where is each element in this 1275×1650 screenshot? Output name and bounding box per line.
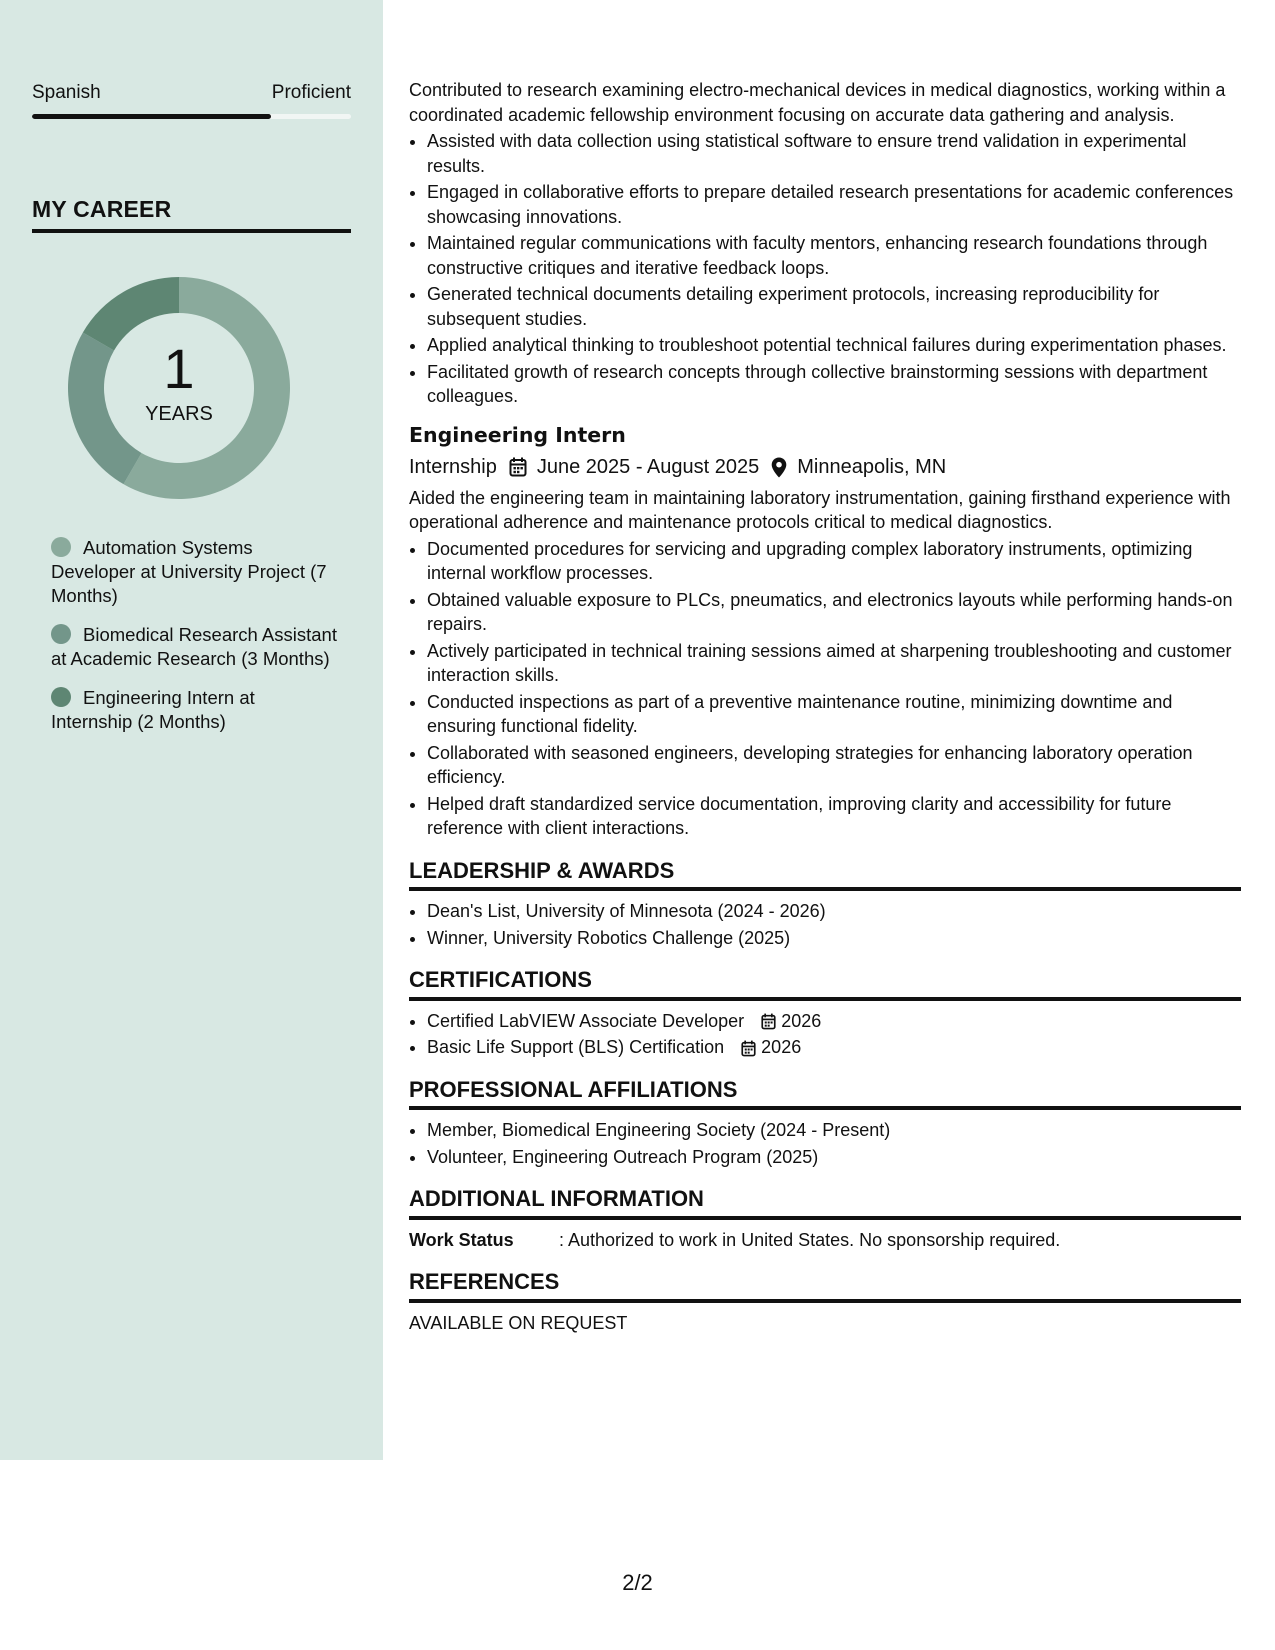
career-legend-text: Engineering Intern at Internship (2 Months): [51, 687, 255, 732]
list-item: • Dean's List, University of Minnesota (2024 - 2026): [427, 899, 1241, 924]
list-item: [427, 1009, 1241, 1034]
leadership-heading: LEADERSHIP & AWARDS: [409, 859, 1241, 892]
language-level-bar: [32, 114, 351, 119]
job-location: Minneapolis, MN: [797, 456, 947, 478]
cert-name: Basic Life Support (BLS) Certification: [427, 1037, 725, 1057]
cert-year: 2026: [761, 1037, 802, 1057]
language-row: [32, 82, 351, 104]
work-status-label: Work Status: [409, 1229, 514, 1250]
job-summary: Aided the engineering team in maintaining laboratory instrumentation, gaining firsthand experience with operational adherence and maintenance protocols critical to medical diagnostics.: [409, 487, 1231, 532]
job-dates: June 2025 - August 2025: [536, 456, 760, 478]
location-pin-icon: [771, 457, 787, 478]
language-name: Spanish: [32, 82, 101, 103]
calendar-icon: [509, 457, 527, 477]
list-item: • Helped draft standardized service documentation, improving clarity and accessibility for future reference with client interactions.: [427, 792, 1241, 841]
cert-name: Certified LabVIEW Associate Developer: [427, 1010, 745, 1031]
job-bullets: [409, 537, 1241, 841]
career-legend-item: [51, 536, 341, 608]
list-item: • Conducted inspections as part of a preventive maintenance routine, minimizing downtime and ensuring functional fidelity.: [427, 690, 1241, 739]
career-total-value: 1: [163, 336, 195, 400]
references-text: AVAILABLE ON REQUEST: [409, 1312, 628, 1333]
affiliations-heading: PROFESSIONAL AFFILIATIONS: [409, 1078, 1241, 1111]
legend-dot-icon: [51, 687, 71, 707]
references-heading: REFERENCES: [409, 1270, 1241, 1303]
legend-dot-icon: [51, 624, 71, 644]
list-item: • Applied analytical thinking to troubleshoot potential technical failures during experimentation phases.: [427, 333, 1241, 358]
list-item: • Obtained valuable exposure to PLCs, pneumatics, and electronics layouts while performing hands-on repairs.: [427, 588, 1241, 637]
additional-info-heading: ADDITIONAL INFORMATION: [409, 1187, 1241, 1220]
career-donut-chart: [66, 275, 292, 501]
career-legend-item: [51, 623, 341, 671]
research-bullets: [409, 129, 1241, 409]
job-title: Engineering Intern: [409, 422, 626, 447]
career-legend-text: Automation Systems Developer at University Project (7 Months): [51, 537, 327, 606]
list-item: • Winner, University Robotics Challenge (2025): [427, 926, 1241, 951]
list-item: • Volunteer, Engineering Outreach Program (2025): [427, 1145, 1241, 1170]
research-summary: Contributed to research examining electro-mechanical devices in medical diagnostics, working within a coordinated academic fellowship environment focusing on accurate data gathering and analysis.: [409, 80, 1226, 125]
language-level: Proficient: [271, 82, 351, 103]
language-level-bar-fill: [32, 114, 271, 119]
list-item: • Facilitated growth of research concepts through collective brainstorming sessions with department colleagues.: [427, 360, 1241, 409]
list-item: • Maintained regular communications with faculty mentors, enhancing research foundations through constructive critiques and iterative feedback loops.: [427, 231, 1241, 280]
work-status-row: [409, 1228, 1241, 1253]
job-meta: [409, 455, 1241, 480]
page-number: 2/2: [622, 1570, 653, 1595]
work-status-value: : Authorized to work in United States. No sponsorship required.: [559, 1229, 1061, 1250]
career-heading: MY CAREER: [32, 196, 351, 233]
career-legend: [51, 536, 341, 749]
list-item: [427, 1035, 1241, 1060]
list-item: • Documented procedures for servicing and upgrading complex laboratory instruments, optimizing internal workflow processes.: [427, 537, 1241, 586]
career-total-unit: YEARS: [145, 402, 213, 425]
list-item: • Collaborated with seasoned engineers, developing strategies for enhancing laboratory operation efficiency.: [427, 741, 1241, 790]
calendar-icon: [741, 1040, 756, 1057]
career-legend-item: [51, 686, 341, 734]
certifications-heading: CERTIFICATIONS: [409, 968, 1241, 1001]
legend-dot-icon: [51, 537, 71, 557]
list-item: • Engaged in collaborative efforts to prepare detailed research presentations for academic conferences showcasing innovations.: [427, 180, 1241, 229]
affiliations-list: [409, 1118, 1241, 1169]
list-item: • Assisted with data collection using statistical software to ensure trend validation in experimental results.: [427, 129, 1241, 178]
career-legend-text: Biomedical Research Assistant at Academic Research (3 Months): [51, 624, 337, 669]
certifications-list: [409, 1009, 1241, 1060]
career-donut-center: [66, 275, 292, 501]
job-company: Internship: [409, 456, 497, 478]
sidebar: [0, 0, 383, 1460]
leadership-list: [409, 899, 1241, 950]
cert-year: 2026: [781, 1010, 822, 1031]
main-content: [409, 78, 1241, 1335]
calendar-icon: [761, 1013, 776, 1030]
list-item: • Generated technical documents detailing experiment protocols, increasing reproducibility for subsequent studies.: [427, 282, 1241, 331]
list-item: • Member, Biomedical Engineering Society (2024 - Present): [427, 1118, 1241, 1143]
list-item: • Actively participated in technical training sessions aimed at sharpening troubleshooting and customer interaction skills.: [427, 639, 1241, 688]
